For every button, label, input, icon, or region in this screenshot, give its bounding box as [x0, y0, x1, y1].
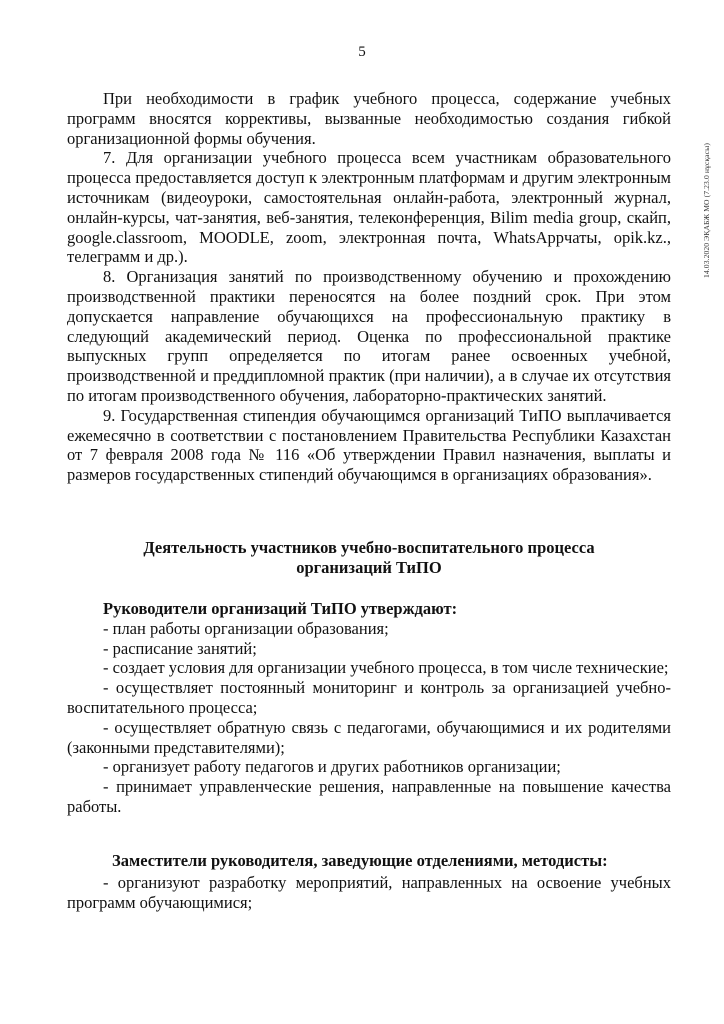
list-item: - расписание занятий; — [103, 638, 257, 658]
deputies-section — [67, 873, 671, 913]
list-item: - план работы организации образования; — [103, 618, 389, 638]
list-item: - создает условия для организации учебного процесса, в том числе технические; — [103, 658, 669, 678]
list-item: - осуществляет постоянный мониторинг и контроль за организацией учебно-воспитательного процесса; — [67, 678, 671, 717]
page-number: 5 — [358, 44, 366, 60]
section-heading — [67, 538, 671, 578]
body-text-block — [67, 89, 671, 485]
paragraph-curriculum: При необходимости в график учебного процесса, содержание учебных программ вносятся коррективы, вызванные необходимостью создания гибкой организационной формы обучения. — [67, 89, 671, 148]
list-item: - осуществляет обратную связь с педагогами, обучающимися и их родителями (законными представителями); — [67, 717, 671, 757]
heads-heading: Руководители организаций ТиПО утверждают: — [103, 599, 458, 618]
deputies-heading: Заместители руководителя, заведующие отделениями, методисты: — [112, 851, 608, 870]
heads-section — [67, 599, 671, 817]
paragraph-9: 9. Государственная стипендия обучающимся организаций ТиПО выплачивается ежемесячно в соответствии с постановлением Правительства Республики Казахстан от 7 февраля 2008 года № 116 «Об утверждении Правил назначения, выплаты и размеров государственных стипендий обучающимся в организациях образования». — [67, 405, 671, 485]
section-heading-line-2: организаций ТиПО — [296, 557, 442, 577]
paragraph-7: 7. Для организации учебного процесса всем участникам образовательного процесса предоставляется доступ к электронным платформам и другим электронным источникам (видеоуроки, самостоятельная онлайн-работа, электронный журнал, онлайн-курсы, чат-занятия, веб-занятия, телеконференция, Bilim media group, скайп, google.classroom, MOODLE, zoom, электронная почта, WhatsAppчаты, opik.kz., телеграмм и др.). — [67, 148, 671, 267]
list-item: - организуют разработку мероприятий, направленных на освоение учебных программ обучающимися; — [67, 873, 671, 912]
list-item: - принимает управленческие решения, направленные на повышение качества работы. — [67, 777, 671, 816]
list-item: - организует работу педагогов и других работников организации; — [103, 757, 561, 777]
side-stamp: 14.03.2020 ЭҚАБЖ МО (7.23.0 нұсқасы) — [702, 143, 711, 278]
section-heading-line-1: Деятельность участников учебно-воспитательного процесса — [143, 538, 595, 557]
paragraph-8: 8. Организация занятий по производственному обучению и прохождению производственной практики переносятся на более поздний срок. При этом допускается направление обучающихся на профессиональную практику в следующий академический период. Оценка по профессиональной практике выпускных групп определяется по итогам ранее освоенных учебной, производственной и преддипломной практик (при наличии), а в случае их отсутствия по итогам производственного обучения, лабораторно-практических занятий. — [67, 267, 671, 405]
